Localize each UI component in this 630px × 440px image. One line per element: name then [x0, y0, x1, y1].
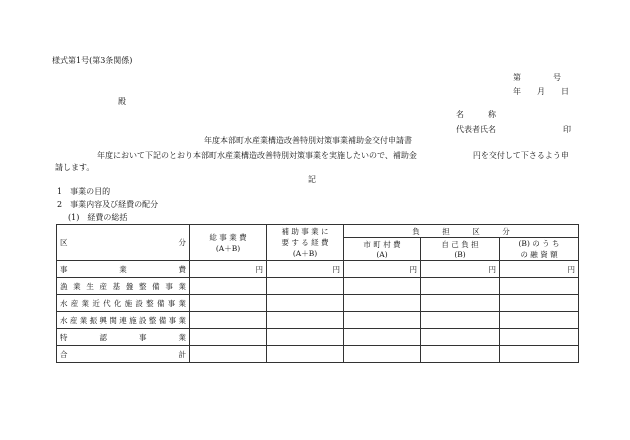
- cost-summary-table: [56, 224, 579, 363]
- cell: [344, 295, 421, 312]
- table-row: [57, 329, 579, 346]
- cell: [421, 312, 500, 329]
- self-burden-header: [421, 238, 500, 261]
- ki-heading: 記: [308, 175, 316, 184]
- cell: [421, 346, 500, 363]
- row-label: [57, 295, 190, 312]
- row-label: [57, 312, 190, 329]
- loan-label-line2: の 融 資 額: [520, 250, 558, 259]
- document-number: 第 号: [513, 73, 561, 82]
- city-cost-label: 市 町 村 費: [363, 240, 401, 249]
- yen-unit: 円: [567, 264, 576, 274]
- subitem-cost-summary: (1) 経費の総括: [68, 213, 128, 222]
- table-row: [57, 312, 579, 329]
- row-label: [57, 329, 190, 346]
- table-header-row: [57, 225, 579, 238]
- row-label-text: 漁業生産基盤整備事業: [60, 281, 186, 291]
- table-row: [57, 261, 579, 278]
- applicant-name-label: 名 称: [456, 110, 496, 119]
- row-label-text: 水産業振興関連施設整備事業: [60, 315, 186, 325]
- cell: [190, 261, 267, 278]
- document-title: 年度本部町水産業構造改善特別対策事業補助金交付申請書: [204, 136, 412, 145]
- row-label-text: 事 業 費: [60, 264, 186, 274]
- item-purpose: 1 事業の目的: [57, 187, 111, 196]
- cell: [344, 261, 421, 278]
- cell: [500, 261, 579, 278]
- kubun-label: 区 分: [60, 238, 186, 247]
- cell: [190, 346, 267, 363]
- loan-amount-header: [500, 238, 579, 261]
- cell: [190, 295, 267, 312]
- cell: [190, 278, 267, 295]
- self-burden-label: 自 己 負 担: [441, 240, 479, 249]
- yen-unit: 円: [409, 264, 417, 274]
- row-label: [57, 346, 190, 363]
- cell: [421, 295, 500, 312]
- total-cost-sub-label: (A＋B): [215, 243, 241, 253]
- city-cost-header: [344, 238, 421, 261]
- subsidy-label-line2: 要 す る 経 費: [281, 238, 329, 247]
- table-row: [57, 346, 579, 363]
- yen-unit: 円: [488, 264, 496, 274]
- cell: [344, 346, 421, 363]
- total-cost-header: [190, 225, 267, 261]
- city-cost-sub-label: (A): [376, 250, 388, 259]
- table-row: [57, 278, 579, 295]
- item-content-and-costs: 2 事業内容及び経費の配分: [57, 200, 159, 209]
- cell: [267, 261, 344, 278]
- loan-label-line1: (B) の う ち: [518, 239, 560, 248]
- body-text-line2: 請します。: [55, 163, 95, 172]
- kubun-header: [57, 225, 190, 261]
- row-label: [57, 261, 190, 278]
- subsidy-sub-label: (A＋B): [292, 249, 318, 258]
- row-label-text: 水産業近代化施設整備事業: [60, 298, 186, 308]
- yen-unit: 円: [332, 264, 340, 274]
- row-label: [57, 278, 190, 295]
- cell: [500, 295, 579, 312]
- cell: [500, 329, 579, 346]
- cell: [344, 278, 421, 295]
- cell: [500, 346, 579, 363]
- subsidy-label-line1: 補 助 事 業 に: [281, 227, 329, 236]
- date-line: 年 月 日: [513, 87, 569, 96]
- cell: [267, 329, 344, 346]
- body-text-line1: 年度において下記のとおり本部町水産業構造改善特別対策事業を実施したいので、補助金 円を交付して下さるよう申: [97, 151, 569, 160]
- cell: [267, 295, 344, 312]
- row-label-text: 合 計: [60, 349, 186, 359]
- cell: [190, 329, 267, 346]
- cell: [344, 312, 421, 329]
- addressee: 殿: [118, 97, 126, 106]
- subsidy-cost-header: [267, 225, 344, 261]
- cell: [344, 329, 421, 346]
- yen-unit: 円: [255, 264, 263, 274]
- cell: [421, 278, 500, 295]
- cell: [421, 261, 500, 278]
- total-cost-label: 総 事 業 費: [209, 232, 247, 242]
- burden-header: [344, 225, 579, 238]
- seal-mark: 印: [563, 125, 571, 134]
- cell: [500, 278, 579, 295]
- cell: [267, 346, 344, 363]
- self-burden-sub-label: (B): [454, 250, 466, 259]
- table-row: [57, 295, 579, 312]
- cell: [267, 312, 344, 329]
- cell: [500, 312, 579, 329]
- cell: [267, 278, 344, 295]
- cell: [190, 312, 267, 329]
- row-label-text: 特 認 事 業: [60, 332, 186, 342]
- cell: [421, 329, 500, 346]
- form-number: 様式第1号(第3条関係): [52, 56, 133, 65]
- burden-label: 負 担 区 分: [412, 226, 510, 236]
- representative-name-label: 代表者氏名: [456, 125, 496, 134]
